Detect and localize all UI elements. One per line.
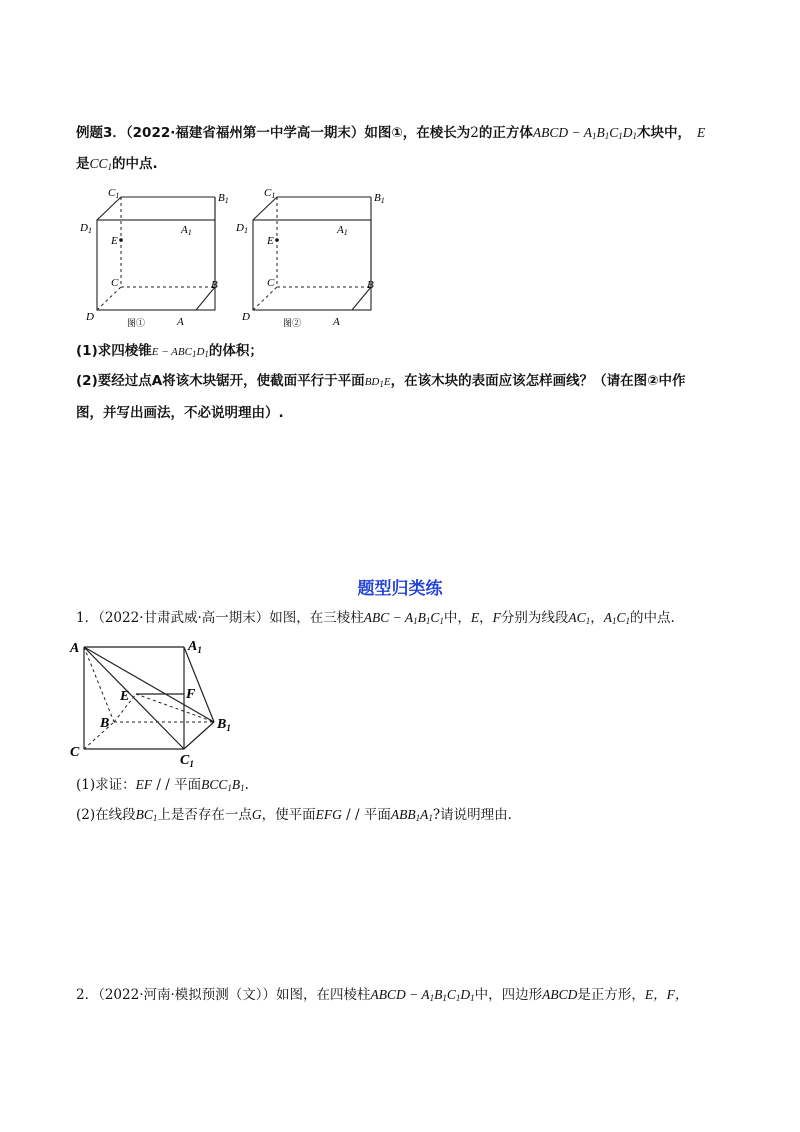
example3-q1: (1)求四棱锥$E - ABC_1D_1$的体积； xyxy=(76,343,263,359)
svg-text:C1: C1 xyxy=(108,187,120,200)
svg-text:C1: C1 xyxy=(264,187,276,200)
svg-text:B1: B1 xyxy=(218,192,229,205)
svg-text:A1: $A_1$ xyxy=(188,639,202,655)
svg-text:E: E xyxy=(267,235,274,247)
svg-text:D: D xyxy=(86,311,94,323)
example3-q2-line1: (2)要经过点A将该木块锯开，使截面平行于平面$BD_1E$，在该木块的表面应该怎样画线？（请在图②中作 xyxy=(76,373,686,389)
svg-text:E: E xyxy=(111,235,118,247)
cube-figure-1 xyxy=(78,184,228,334)
fig1-caption: 图① xyxy=(127,318,146,328)
svg-text:D: D xyxy=(242,311,250,323)
svg-text:B1: $B_1$ xyxy=(217,717,231,733)
svg-text:D1: D1 xyxy=(236,222,248,235)
svg-text:D1: D1 xyxy=(80,222,92,235)
svg-text:B: B xyxy=(367,279,374,291)
svg-text:A: A xyxy=(333,316,340,328)
svg-text:C: C xyxy=(70,745,80,760)
section-title: 题型归类练 xyxy=(357,579,443,599)
problem2-line1: 2．（2022·河南·模拟预测（文））如图，在四棱柱ABCD − $A_1B_1C_1D_1$中，四边形ABCD是正方形，E，F， xyxy=(76,987,689,1003)
example3-q2-line2: 图，并写出画法，不必说明理由）. xyxy=(76,405,284,421)
svg-text:F: F xyxy=(186,687,196,702)
fig2-caption: 图② xyxy=(283,318,302,328)
svg-text:E: E xyxy=(120,689,130,704)
svg-text:C1: $C_1$ xyxy=(180,753,194,769)
example3-line2: 是$CC_1$的中点. xyxy=(76,156,158,172)
svg-text:A1: A1 xyxy=(181,224,192,237)
svg-text:A: A xyxy=(70,641,80,656)
problem1-s2: (2)在线段$BC_1$上是否存在一点G，使平面EFG / / 平面$ABB_1A_1$?请说明理由. xyxy=(76,807,512,823)
problem1-line1: 1．（2022·甘肃武威·高一期末）如图，在三棱柱ABC − $A_1B_1C_1$中，E，F分别为线段$AC_1$，$A_1C_1$的中点. xyxy=(76,610,675,626)
problem1-s1: (1)求证：EF / / 平面$BCC_1B_1$. xyxy=(76,777,249,793)
svg-text:C: C xyxy=(267,277,275,289)
svg-text:A1: A1 xyxy=(337,224,348,237)
cube-name: ABCD − $A_1B_1C_1D_1$ xyxy=(532,125,638,141)
svg-text:C: C xyxy=(111,277,119,289)
example3-line1: 例题3．（2022·福建省福州第一中学高一期末）如图①，在棱长为2的正方体ABCD − $A_1B_1C_1D_1$木块中， E xyxy=(76,125,706,141)
example-label: 例题3． xyxy=(76,125,126,141)
svg-text:B: B xyxy=(211,279,218,291)
svg-text:A: A xyxy=(177,316,184,328)
cube-figure-2 xyxy=(234,184,384,334)
example-source: （2022·福建省福州第一中学高一期末） xyxy=(125,125,365,141)
svg-text:B1: B1 xyxy=(374,192,385,205)
svg-text:B: B xyxy=(100,716,110,731)
prism-figure xyxy=(64,632,244,772)
